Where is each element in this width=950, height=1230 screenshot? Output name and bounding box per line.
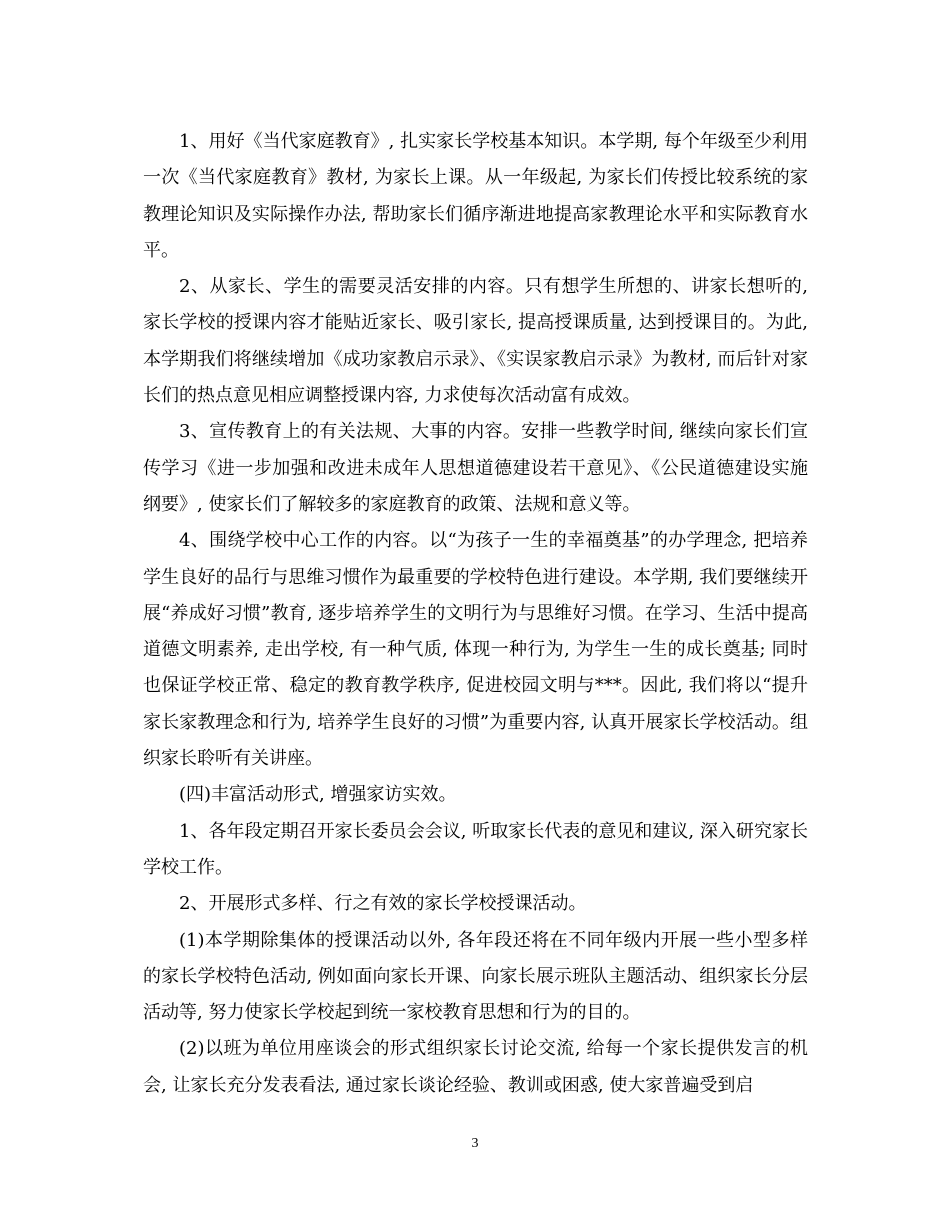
paragraph-2: 2、从家长、学生的需要灵活安排的内容。只有想学生所想的、讲家长想听的, 家长学校的授课内容才能贴近家长、吸引家长, 提高授课质量, 达到授课目的。为此, 本学期我们将继续增加《成功家教启示录》、《实误家教启示录》为教材, 而后针对家长们的热点意见相应调整授课内容, 力求使每次活动富有成效。	[143, 276, 808, 407]
paragraph-7: 2、开展形式多样、行之有效的家长学校授课活动。	[179, 893, 587, 915]
document-body	[143, 124, 808, 1104]
section-heading-4: (四)丰富活动形式, 增强家访实效。	[179, 784, 457, 806]
paragraph-1: 1、用好《当代家庭教育》, 扎实家长学校基本知识。本学期, 每个年级至少利用一次《当代家庭教育》教材, 为家长上课。从一年级起, 为家长们传授比较系统的家教理论知识及实际操作办法, 帮助家长们循序渐进地提高家教理论水平和实际教育水平。	[143, 131, 808, 261]
paragraph-4: 4、围绕学校中心工作的内容。以“为孩子一生的幸福奠基”的办学理念, 把培养学生良好的品行与思维习惯作为最重要的学校特色进行建设。本学期, 我们要继续开展“养成好习惯”教育, 逐步培养学生的文明行为与思维好习惯。在学习、生活中提高道德文明素养, 走出学校, 有一种气质, 体现一种行为, 为学生一生的成长奠基; 同时也保证学校正常、稳定的教育教学秩序, 促进校园文明与***。因此, 我们将以“提升家长家教理念和行为, 培养学生良好的习惯”为重要内容, 认真开展家长学校活动。组织家长聆听有关讲座。	[143, 530, 808, 770]
paragraph-6: 1、各年段定期召开家长委员会会议, 听取家长代表的意见和建议, 深入研究家长学校工作。	[143, 820, 808, 878]
paragraph-9: (2)以班为单位用座谈会的形式组织家长讨论交流, 给每一个家长提供发言的机会, 让家长充分发表看法, 通过家长谈论经验、教训或困惑, 使大家普遍受到启	[143, 1038, 808, 1096]
page-number: 3	[471, 1136, 479, 1151]
paragraph-3: 3、宣传教育上的有关法规、大事的内容。安排一些教学时间, 继续向家长们宣传学习《进一步加强和改进未成年人思想道德建设若干意见》、《公民道德建设实施纲要》, 使家长们了解较多的家庭教育的政策、法规和意义等。	[143, 421, 808, 515]
paragraph-8: (1)本学期除集体的授课活动以外, 各年段还将在不同年级内开展一些小型多样的家长学校特色活动, 例如面向家长开课、向家长展示班队主题活动、组织家长分层活动等, 努力使家长学校起到统一家校教育思想和行为的目的。	[143, 929, 808, 1024]
